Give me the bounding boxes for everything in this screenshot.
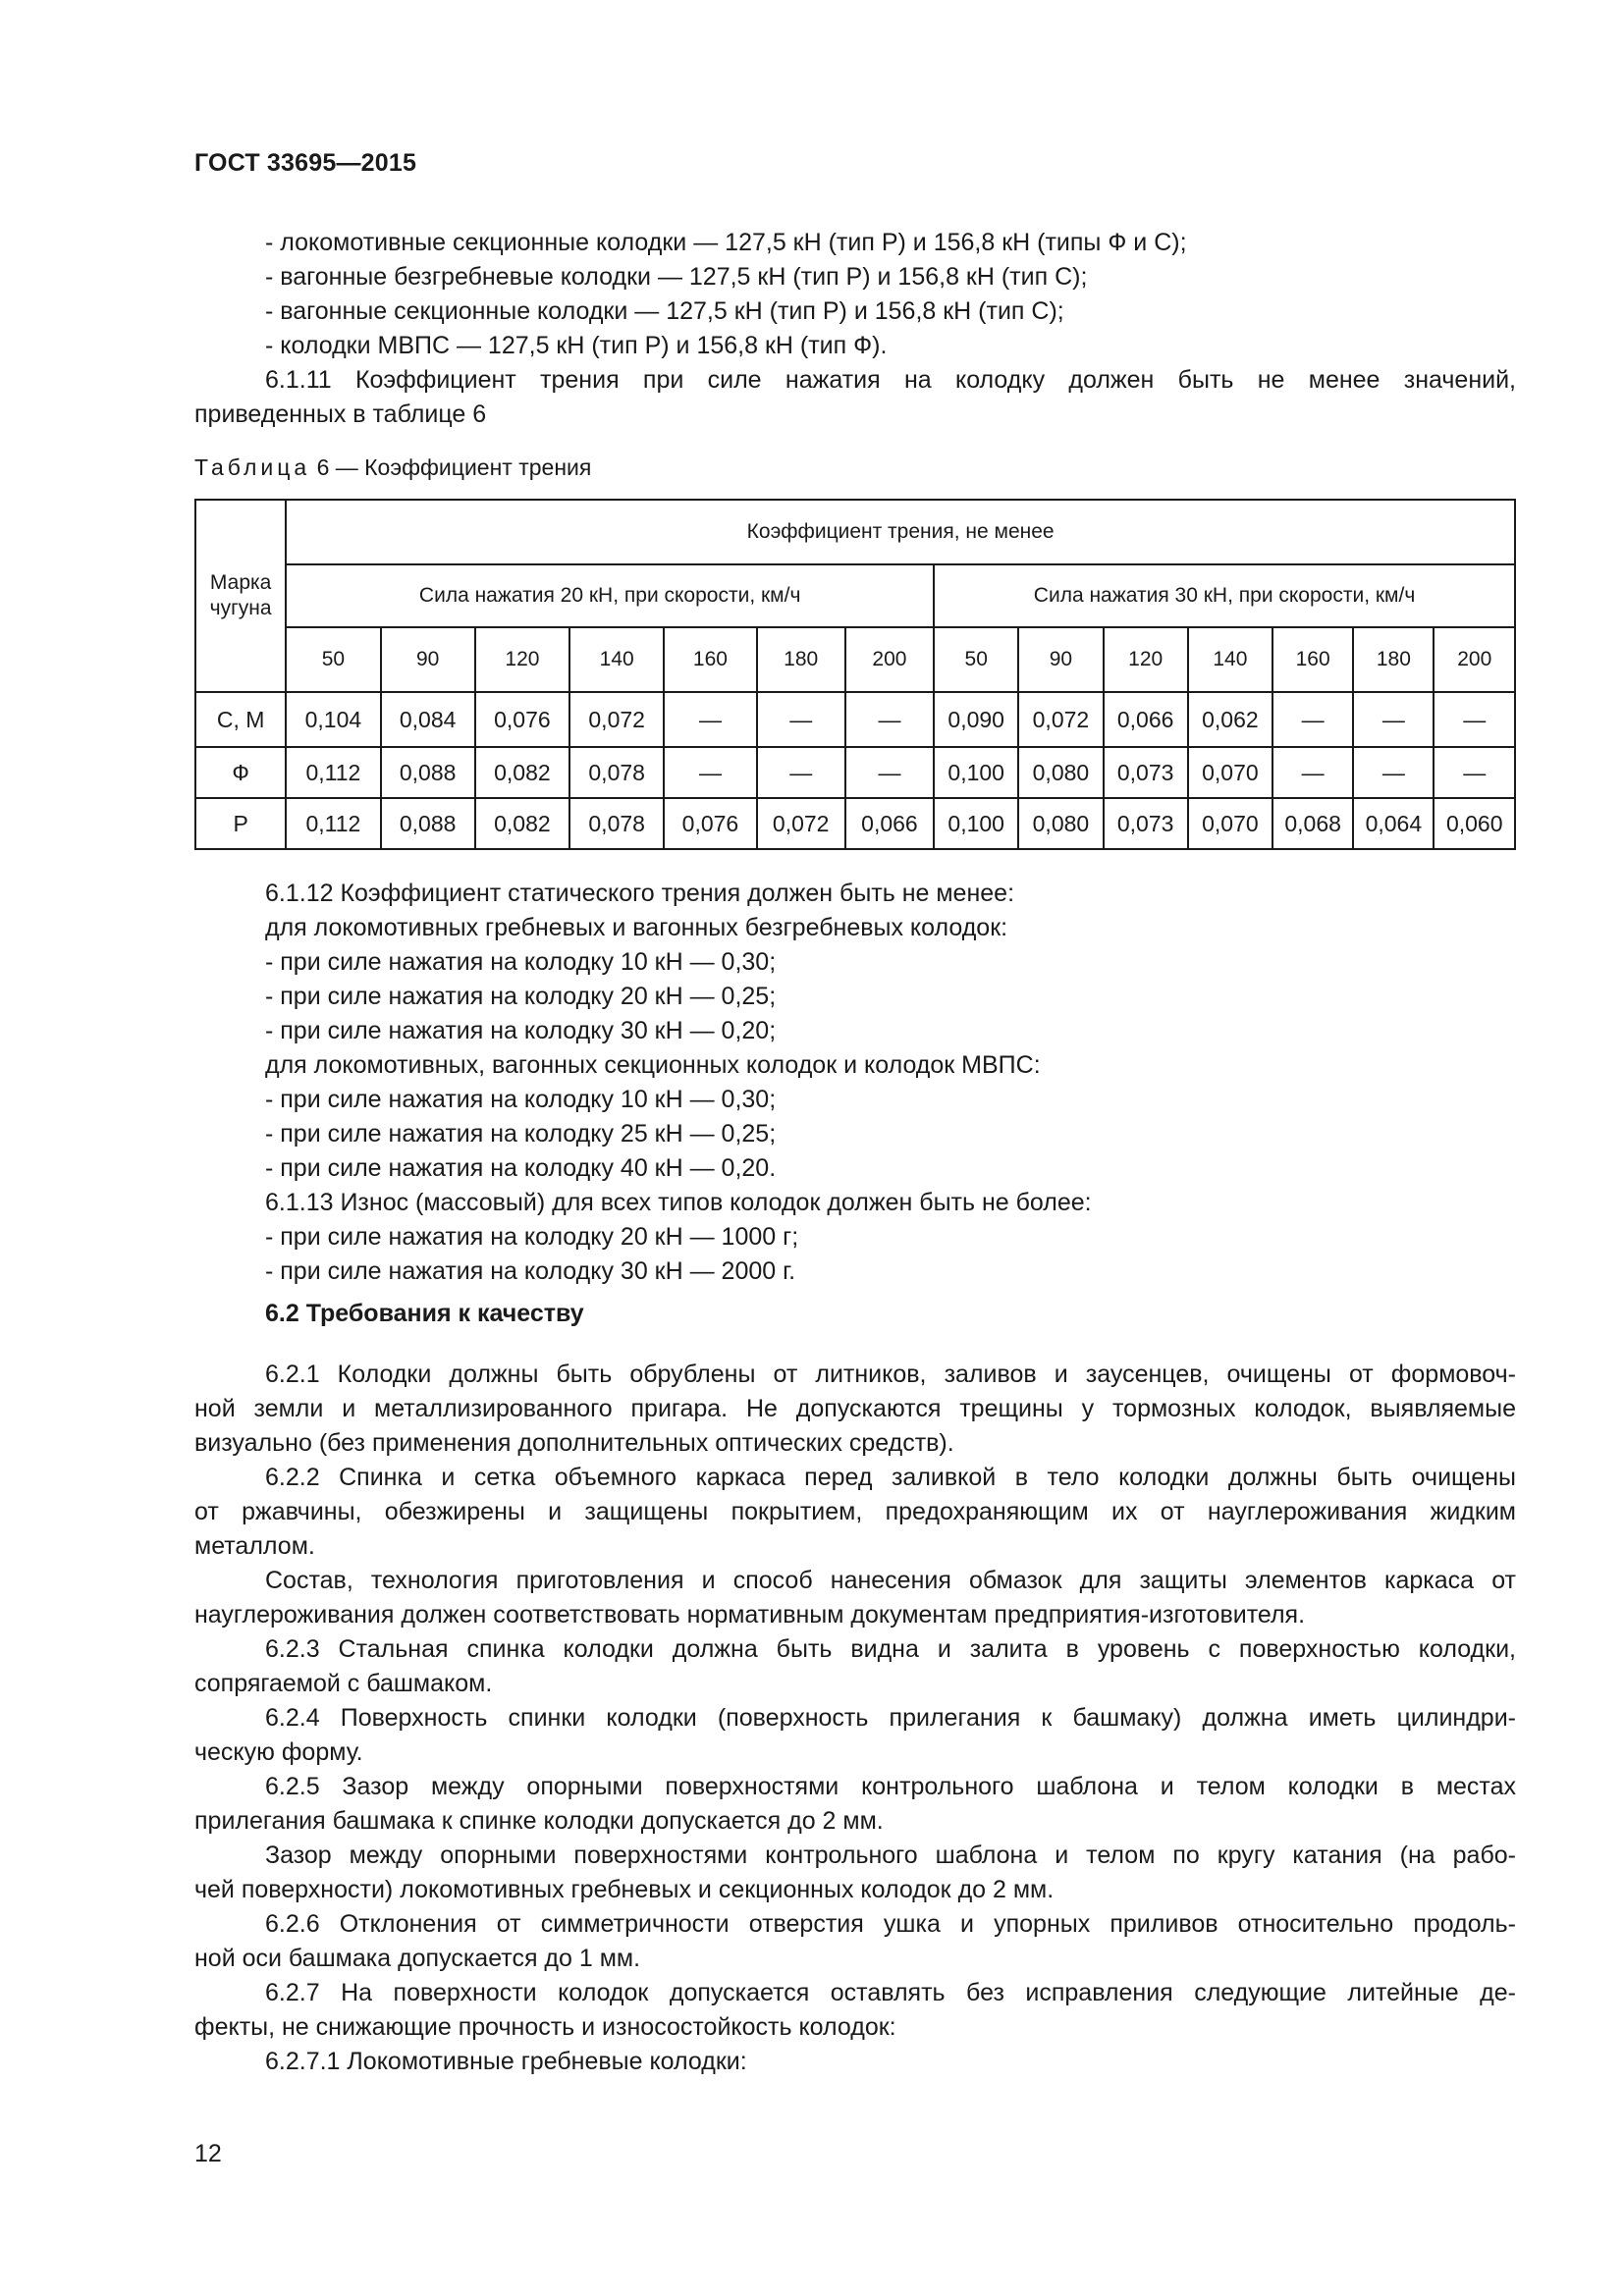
table-row: [195, 798, 1515, 849]
list-item: - при силе нажатия на колодку 40 кН — 0,20.: [265, 1154, 777, 1182]
table-cell: —: [845, 747, 934, 798]
speed-header: 200: [845, 627, 934, 692]
paragraph-line: 6.1.13 Износ (массовый) для всех типов колодок должен быть не более:: [265, 1189, 1092, 1216]
table-cell: —: [757, 747, 845, 798]
speed-header: 50: [934, 627, 1018, 692]
table-cell: —: [1272, 692, 1353, 747]
table-cell: 0,066: [845, 798, 934, 849]
table-cell: —: [757, 692, 845, 747]
table-cell: 0,076: [664, 798, 756, 849]
table-cell: 0,112: [286, 798, 380, 849]
table-cell: 0,070: [1188, 798, 1272, 849]
paragraph-line: 6.2.4 Поверхность спинки колодки (поверхность прилегания к башмаку) должна иметь цилиндри-: [265, 1704, 1516, 1732]
brand-cell: С, М: [195, 692, 286, 747]
paragraph-line: прилегания башмака к спинке колодки допускается до 2 мм.: [194, 1807, 884, 1835]
table-cell: —: [1353, 692, 1434, 747]
list-item: - при силе нажатия на колодку 10 кН — 0,30;: [265, 948, 777, 976]
table-cell: 0,064: [1353, 798, 1434, 849]
paragraph-line: 6.2.7 На поверхности колодок допускается оставлять без исправления следующие литейные де-: [265, 1979, 1516, 2006]
table-caption: [194, 454, 591, 481]
table-cell: 0,104: [286, 692, 380, 747]
list-item: - колодки МВПС — 127,5 кН (тип Р) и 156,8 кН (тип Ф).: [265, 332, 888, 359]
speed-header: 160: [1272, 627, 1353, 692]
list-item: - при силе нажатия на колодку 25 кН — 0,25;: [265, 1120, 777, 1148]
list-item: - при силе нажатия на колодку 20 кН — 0,25;: [265, 983, 777, 1010]
paragraph-line: Зазор между опорными поверхностями контрольного шаблона и телом по кругу катания (на рабо-: [265, 1842, 1516, 1869]
speed-header: 90: [381, 627, 475, 692]
speed-header: 140: [1188, 627, 1272, 692]
list-item: - при силе нажатия на колодку 10 кН — 0,30;: [265, 1086, 777, 1113]
table-cell: 0,080: [1018, 798, 1103, 849]
requirements-list: [194, 877, 1516, 1289]
table-caption-text: 6 — Коэффициент трения: [310, 454, 592, 480]
table-cell: 0,100: [934, 747, 1018, 798]
speed-header: 180: [1353, 627, 1434, 692]
speed-header: 160: [664, 627, 756, 692]
speed-header: 200: [1434, 627, 1515, 692]
paragraph-line: визуально (без применения дополнительных оптических средств).: [194, 1429, 954, 1457]
speed-header: 50: [286, 627, 380, 692]
table-cell: 0,070: [1188, 747, 1272, 798]
paragraph-line: Состав, технология приготовления и способ нанесения обмазок для защиты элементов каркаса от: [265, 1567, 1516, 1594]
table-cell: 0,060: [1434, 798, 1515, 849]
table-row: [195, 692, 1515, 747]
table-cell: 0,084: [381, 692, 475, 747]
quality-section: [194, 1358, 1516, 2079]
brand-column-header: Марка чугуна: [195, 500, 286, 692]
paragraph-line: 6.2.2 Спинка и сетка объемного каркаса перед заливкой в тело колодки должны быть очищены: [265, 1464, 1516, 1491]
table-cell: —: [664, 692, 756, 747]
table-cell: 0,072: [569, 692, 664, 747]
paragraph-line: чей поверхности) локомотивных гребневых и секционных колодок до 2 мм.: [194, 1876, 1055, 1903]
table-cell: 0,078: [569, 798, 664, 849]
table-cell: 0,078: [569, 747, 664, 798]
intro-block: [194, 226, 1516, 432]
speed-header-row: [195, 627, 1515, 692]
table-cell: 0,100: [934, 798, 1018, 849]
paragraph-line: 6.1.11 Коэффициент трения при силе нажатия на колодку должен быть не менее значений,: [265, 366, 1516, 394]
sub-header-30kn: Сила нажатия 30 кН, при скорости, км/ч: [934, 564, 1515, 627]
table-cell: 0,072: [1018, 692, 1103, 747]
table-cell: —: [845, 692, 934, 747]
speed-header: 180: [757, 627, 845, 692]
table-cell: 0,072: [757, 798, 845, 849]
list-item: - локомотивные секционные колодки — 127,5 кН (тип Р) и 156,8 кН (типы Ф и С);: [265, 229, 1187, 256]
table-cell: 0,066: [1104, 692, 1188, 747]
table-cell: 0,062: [1188, 692, 1272, 747]
paragraph-line: для локомотивных гребневых и вагонных безгребневых колодок:: [265, 914, 1008, 941]
brand-cell: Р: [195, 798, 286, 849]
brand-cell: Ф: [195, 747, 286, 798]
paragraph-line: 6.1.12 Коэффициент статического трения должен быть не менее:: [265, 880, 1015, 907]
paragraph-line: для локомотивных, вагонных секционных колодок и колодок МВПС:: [265, 1051, 1041, 1079]
section-title: 6.2 Требования к качеству: [265, 1300, 584, 1327]
paragraph-line: 6.2.7.1 Локомотивные гребневые колодки:: [265, 2048, 747, 2075]
table-cell: 0,112: [286, 747, 380, 798]
table-cell: —: [1353, 747, 1434, 798]
table-cell: 0,088: [381, 798, 475, 849]
table-cell: 0,080: [1018, 747, 1103, 798]
list-item: - при силе нажатия на колодку 20 кН — 1000 г;: [265, 1223, 799, 1251]
table-cell: 0,073: [1104, 747, 1188, 798]
table-cell: 0,073: [1104, 798, 1188, 849]
paragraph-line: 6.2.3 Стальная спинка колодки должна быть видна и залита в уровень с поверхностью колодки,: [265, 1635, 1516, 1663]
sub-header-20kn: Сила нажатия 20 кН, при скорости, км/ч: [286, 564, 934, 627]
table-cell: 0,076: [475, 692, 569, 747]
group-header: Коэффициент трения, не менее: [286, 500, 1515, 564]
list-item: - при силе нажатия на колодку 30 кН — 2000 г.: [265, 1257, 796, 1285]
table-cell: 0,090: [934, 692, 1018, 747]
table-cell: —: [1434, 747, 1515, 798]
paragraph-line: фекты, не снижающие прочность и износостойкость колодок:: [194, 2013, 896, 2041]
table-cell: 0,082: [475, 747, 569, 798]
paragraph-line: приведенных в таблице 6: [194, 400, 487, 428]
paragraph-line: ной земли и металлизированного пригара. Не допускаются трещины у тормозных колодок, выявляемые: [194, 1395, 1516, 1422]
table-row: [195, 747, 1515, 798]
list-item: - при силе нажатия на колодку 30 кН — 0,20;: [265, 1017, 777, 1044]
paragraph-line: ческую форму.: [194, 1738, 363, 1766]
paragraph-line: металлом.: [194, 1532, 315, 1560]
table-cell: —: [1272, 747, 1353, 798]
paragraph-line: науглероживания должен соответствовать нормативным документам предприятия-изготовителя.: [194, 1601, 1306, 1629]
table-cell: —: [664, 747, 756, 798]
speed-header: 120: [475, 627, 569, 692]
speed-header: 90: [1018, 627, 1103, 692]
friction-table: [194, 499, 1516, 850]
table-cell: 0,088: [381, 747, 475, 798]
table-cell: 0,068: [1272, 798, 1353, 849]
speed-header: 120: [1104, 627, 1188, 692]
page-number: 12: [194, 2140, 222, 2167]
table-caption-word: Таблица: [194, 454, 311, 480]
list-item: - вагонные безгребневые колодки — 127,5 кН (тип Р) и 156,8 кН (тип С);: [265, 263, 1088, 291]
paragraph-line: сопрягаемой с башмаком.: [194, 1670, 493, 1697]
paragraph-line: от ржавчины, обезжирены и защищены покрытием, предохраняющим их от науглероживания жидким: [194, 1498, 1516, 1525]
paragraph-line: 6.2.5 Зазор между опорными поверхностями контрольного шаблона и телом колодки в местах: [265, 1773, 1516, 1800]
table-cell: —: [1434, 692, 1515, 747]
document-header: ГОСТ 33695—2015: [194, 149, 417, 177]
list-item: - вагонные секционные колодки — 127,5 кН (тип Р) и 156,8 кН (тип С);: [265, 297, 1064, 325]
speed-header: 140: [569, 627, 664, 692]
paragraph-line: 6.2.6 Отклонения от симметричности отверстия ушка и упорных приливов относительно продоль-: [265, 1910, 1516, 1938]
paragraph-line: ной оси башмака допускается до 1 мм.: [194, 1945, 641, 1972]
table-cell: 0,082: [475, 798, 569, 849]
paragraph-line: 6.2.1 Колодки должны быть обрублены от литников, заливов и заусенцев, очищены от формовоч-: [265, 1361, 1516, 1388]
